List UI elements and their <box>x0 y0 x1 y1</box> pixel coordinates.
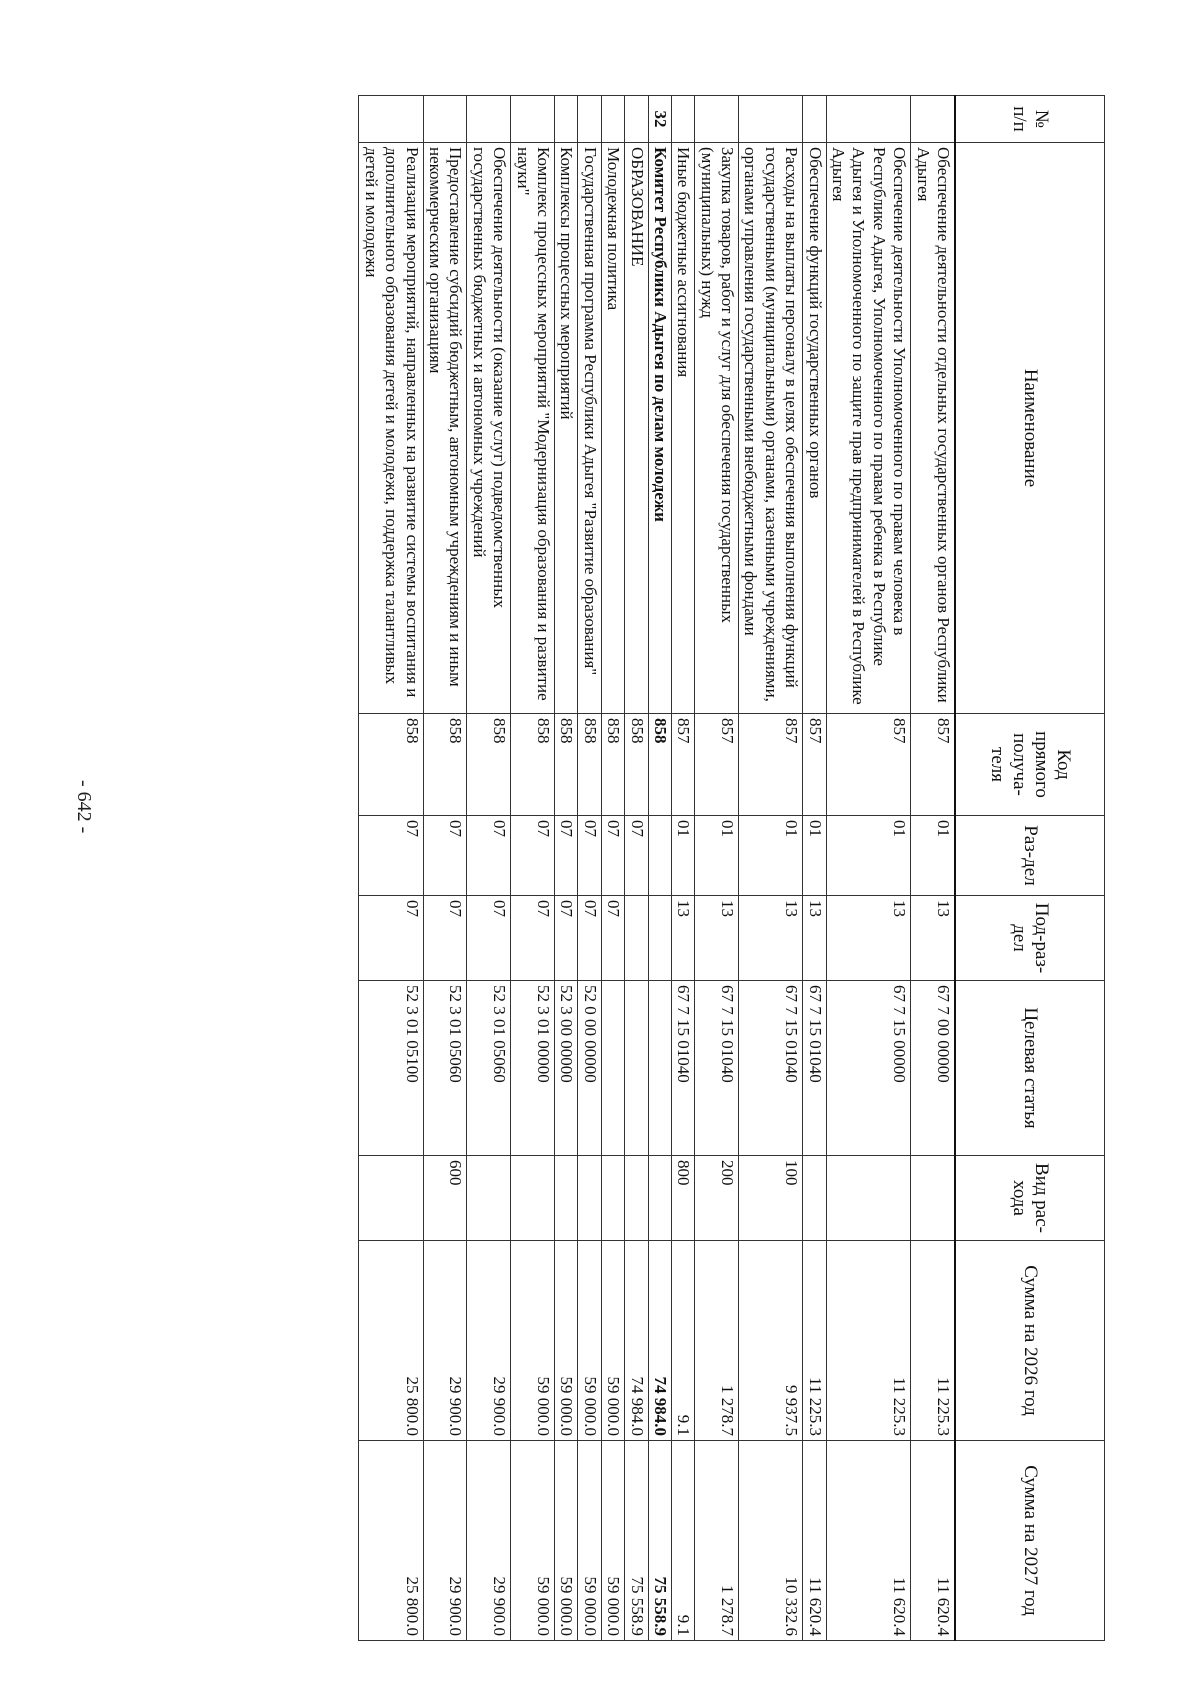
table-row <box>554 96 577 1641</box>
row-expense-kind-cell <box>359 1156 423 1241</box>
row-subsection-cell: 07 <box>554 896 577 981</box>
row-expense-kind-cell <box>511 1156 555 1241</box>
table-row <box>625 96 648 1641</box>
row-num-cell <box>467 96 511 143</box>
row-sum-2026-cell: 74 984.0 <box>625 1241 648 1441</box>
row-target-article-cell <box>601 981 624 1156</box>
row-recipient-code-cell: 857 <box>826 714 911 816</box>
table-row <box>423 96 467 1641</box>
row-recipient-code-cell: 857 <box>695 714 739 816</box>
row-subsection-cell <box>625 896 648 981</box>
row-recipient-code-cell: 858 <box>423 714 467 816</box>
row-num-cell <box>554 96 577 143</box>
row-num-cell: 32 <box>648 96 671 143</box>
row-section-cell: 01 <box>803 816 826 896</box>
row-section-cell <box>648 816 671 896</box>
header-subsection: Под-раз-дел <box>955 896 1105 981</box>
row-sum-2026-cell: 59 000.0 <box>578 1241 601 1441</box>
table-row <box>467 96 511 1641</box>
row-num-cell <box>911 96 955 143</box>
row-num-cell <box>803 96 826 143</box>
row-sum-2027-cell: 59 000.0 <box>578 1441 601 1641</box>
row-name-cell: Иные бюджетные ассигнования <box>671 143 694 714</box>
row-sum-2026-cell: 59 000.0 <box>554 1241 577 1441</box>
row-target-article-cell: 67 7 00 00000 <box>911 981 955 1156</box>
row-subsection-cell: 07 <box>601 896 624 981</box>
row-num-cell <box>695 96 739 143</box>
row-expense-kind-cell: 200 <box>695 1156 739 1241</box>
row-name-cell: Молодежная политика <box>601 143 624 714</box>
table-row <box>695 96 739 1641</box>
row-num-cell <box>671 96 694 143</box>
row-subsection-cell: 07 <box>423 896 467 981</box>
row-sum-2026-cell: 29 900.0 <box>423 1241 467 1441</box>
header-sum-2026: Сумма на 2026 год <box>955 1241 1105 1441</box>
row-sum-2027-cell: 11 620.4 <box>803 1441 826 1641</box>
table-row <box>911 96 955 1641</box>
row-section-cell: 01 <box>826 816 911 896</box>
row-section-cell: 07 <box>423 816 467 896</box>
row-expense-kind-cell <box>467 1156 511 1241</box>
table-row <box>511 96 555 1641</box>
header-section: Раз-дел <box>955 816 1105 896</box>
row-recipient-code-cell: 857 <box>739 714 803 816</box>
row-recipient-code-cell: 857 <box>671 714 694 816</box>
row-sum-2026-cell: 1 278.7 <box>695 1241 739 1441</box>
row-section-cell: 07 <box>554 816 577 896</box>
budget-table <box>358 95 1105 1641</box>
header-recipient-code: Код прямого получа-теля <box>955 714 1105 816</box>
row-expense-kind-cell: 600 <box>423 1156 467 1241</box>
row-sum-2026-cell: 11 225.3 <box>826 1241 911 1441</box>
row-subsection-cell: 13 <box>739 896 803 981</box>
row-name-cell: Реализация мероприятий, направленных на развитие системы воспитания и дополнительного образования детей и молодежи, поддержка талантливых детей и молодежи <box>359 143 423 714</box>
row-subsection-cell: 13 <box>826 896 911 981</box>
page-number: - 642 - <box>73 780 95 834</box>
row-section-cell: 01 <box>911 816 955 896</box>
row-recipient-code-cell: 858 <box>648 714 671 816</box>
row-recipient-code-cell: 858 <box>601 714 624 816</box>
row-name-cell: ОБРАЗОВАНИЕ <box>625 143 648 714</box>
row-expense-kind-cell <box>554 1156 577 1241</box>
row-expense-kind-cell: 800 <box>671 1156 694 1241</box>
row-name-cell: Комплексы процессных мероприятий <box>554 143 577 714</box>
row-subsection-cell: 13 <box>911 896 955 981</box>
row-target-article-cell <box>648 981 671 1156</box>
row-subsection-cell: 13 <box>803 896 826 981</box>
row-target-article-cell: 52 3 01 00000 <box>511 981 555 1156</box>
table-row <box>578 96 601 1641</box>
row-num-cell <box>625 96 648 143</box>
table-row <box>826 96 911 1641</box>
row-target-article-cell: 67 7 15 01040 <box>695 981 739 1156</box>
row-expense-kind-cell <box>911 1156 955 1241</box>
header-name: Наименование <box>955 143 1105 714</box>
row-name-cell: Комитет Республики Адыгея по делам молодежи <box>648 143 671 714</box>
row-sum-2027-cell: 1 278.7 <box>695 1441 739 1641</box>
row-sum-2026-cell: 11 225.3 <box>803 1241 826 1441</box>
row-section-cell: 07 <box>511 816 555 896</box>
row-num-cell <box>826 96 911 143</box>
header-sum-2027: Сумма на 2027 год <box>955 1441 1105 1641</box>
row-expense-kind-cell <box>601 1156 624 1241</box>
table-row <box>359 96 423 1641</box>
row-subsection-cell: 07 <box>467 896 511 981</box>
row-expense-kind-cell <box>578 1156 601 1241</box>
row-expense-kind-cell <box>803 1156 826 1241</box>
row-name-cell: Обеспечение деятельности отдельных государственных органов Республики Адыгея <box>911 143 955 714</box>
row-section-cell: 07 <box>359 816 423 896</box>
row-sum-2027-cell: 11 620.4 <box>826 1441 911 1641</box>
row-target-article-cell: 52 3 00 00000 <box>554 981 577 1156</box>
header-target-article: Целевая статья <box>955 981 1105 1156</box>
row-sum-2026-cell: 59 000.0 <box>601 1241 624 1441</box>
row-subsection-cell <box>648 896 671 981</box>
header-num: № п/п <box>955 96 1105 143</box>
row-section-cell: 01 <box>695 816 739 896</box>
table-header-row <box>955 96 1105 1641</box>
row-sum-2027-cell: 25 800.0 <box>359 1441 423 1641</box>
row-expense-kind-cell: 100 <box>739 1156 803 1241</box>
row-name-cell: Обеспечение деятельности (оказание услуг) подведомственных государственных бюджетных и автономных учреждений <box>467 143 511 714</box>
row-num-cell <box>423 96 467 143</box>
row-sum-2027-cell: 29 900.0 <box>467 1441 511 1641</box>
row-num-cell <box>359 96 423 143</box>
row-sum-2027-cell: 75 558.9 <box>648 1441 671 1641</box>
row-sum-2026-cell: 9 937.5 <box>739 1241 803 1441</box>
row-section-cell: 01 <box>671 816 694 896</box>
row-name-cell: Обеспечение функций государственных органов <box>803 143 826 714</box>
row-recipient-code-cell: 857 <box>911 714 955 816</box>
row-sum-2026-cell: 29 900.0 <box>467 1241 511 1441</box>
row-recipient-code-cell: 858 <box>511 714 555 816</box>
row-target-article-cell: 52 3 01 05060 <box>467 981 511 1156</box>
row-expense-kind-cell <box>826 1156 911 1241</box>
row-target-article-cell: 67 7 15 01040 <box>739 981 803 1156</box>
table-row <box>648 96 671 1641</box>
table-body <box>359 96 955 1641</box>
row-target-article-cell: 67 7 15 01040 <box>803 981 826 1156</box>
row-section-cell: 01 <box>739 816 803 896</box>
row-expense-kind-cell <box>648 1156 671 1241</box>
row-num-cell <box>578 96 601 143</box>
rotated-page-content <box>140 95 1105 1640</box>
row-section-cell: 07 <box>467 816 511 896</box>
row-subsection-cell: 07 <box>359 896 423 981</box>
row-recipient-code-cell: 858 <box>554 714 577 816</box>
row-sum-2027-cell: 59 000.0 <box>511 1441 555 1641</box>
row-subsection-cell: 13 <box>671 896 694 981</box>
row-target-article-cell: 52 3 01 05060 <box>423 981 467 1156</box>
row-name-cell: Закупка товаров, работ и услуг для обеспечения государственных (муниципальных) нужд <box>695 143 739 714</box>
table-row <box>601 96 624 1641</box>
row-expense-kind-cell <box>625 1156 648 1241</box>
row-sum-2026-cell: 11 225.3 <box>911 1241 955 1441</box>
row-section-cell: 07 <box>578 816 601 896</box>
table-row <box>671 96 694 1641</box>
row-name-cell: Государственная программа Республики Адыгея "Развитие образования" <box>578 143 601 714</box>
row-sum-2026-cell: 9.1 <box>671 1241 694 1441</box>
table-row <box>803 96 826 1641</box>
row-sum-2026-cell: 25 800.0 <box>359 1241 423 1441</box>
row-target-article-cell <box>625 981 648 1156</box>
row-name-cell: Комплекс процессных мероприятий "Модернизация образования и развитие науки" <box>511 143 555 714</box>
row-recipient-code-cell: 858 <box>578 714 601 816</box>
row-subsection-cell: 07 <box>511 896 555 981</box>
row-sum-2027-cell: 59 000.0 <box>601 1441 624 1641</box>
row-sum-2026-cell: 74 984.0 <box>648 1241 671 1441</box>
row-sum-2027-cell: 75 558.9 <box>625 1441 648 1641</box>
row-target-article-cell: 52 0 00 00000 <box>578 981 601 1156</box>
row-num-cell <box>739 96 803 143</box>
row-name-cell: Обеспечение деятельности Уполномоченного по правам человека в Республике Адыгея, Уполномоченного по правам ребенка в Республике Адыгея и Уполномоченного по защите прав предпринимателей в Республике Адыгея <box>826 143 911 714</box>
row-recipient-code-cell: 858 <box>359 714 423 816</box>
row-sum-2027-cell: 10 332.6 <box>739 1441 803 1641</box>
row-name-cell: Расходы на выплаты персоналу в целях обеспечения выполнения функций государственными (муниципальными) органами, казенными учреждениями, органами управления государственными внебюджетными фондами <box>739 143 803 714</box>
row-sum-2027-cell: 11 620.4 <box>911 1441 955 1641</box>
row-recipient-code-cell: 858 <box>467 714 511 816</box>
row-name-cell: Предоставление субсидий бюджетным, автономным учреждениям и иным некоммерческим организациям <box>423 143 467 714</box>
row-target-article-cell: 67 7 15 00000 <box>826 981 911 1156</box>
row-sum-2027-cell: 29 900.0 <box>423 1441 467 1641</box>
row-sum-2026-cell: 59 000.0 <box>511 1241 555 1441</box>
row-subsection-cell: 07 <box>578 896 601 981</box>
row-target-article-cell: 67 7 15 01040 <box>671 981 694 1156</box>
row-subsection-cell: 13 <box>695 896 739 981</box>
row-num-cell <box>601 96 624 143</box>
row-section-cell: 07 <box>625 816 648 896</box>
row-target-article-cell: 52 3 01 05100 <box>359 981 423 1156</box>
row-section-cell: 07 <box>601 816 624 896</box>
row-recipient-code-cell: 858 <box>625 714 648 816</box>
header-expense-kind: Вид рас-хода <box>955 1156 1105 1241</box>
row-num-cell <box>511 96 555 143</box>
row-recipient-code-cell: 857 <box>803 714 826 816</box>
table-row <box>739 96 803 1641</box>
row-sum-2027-cell: 9.1 <box>671 1441 694 1641</box>
row-sum-2027-cell: 59 000.0 <box>554 1441 577 1641</box>
